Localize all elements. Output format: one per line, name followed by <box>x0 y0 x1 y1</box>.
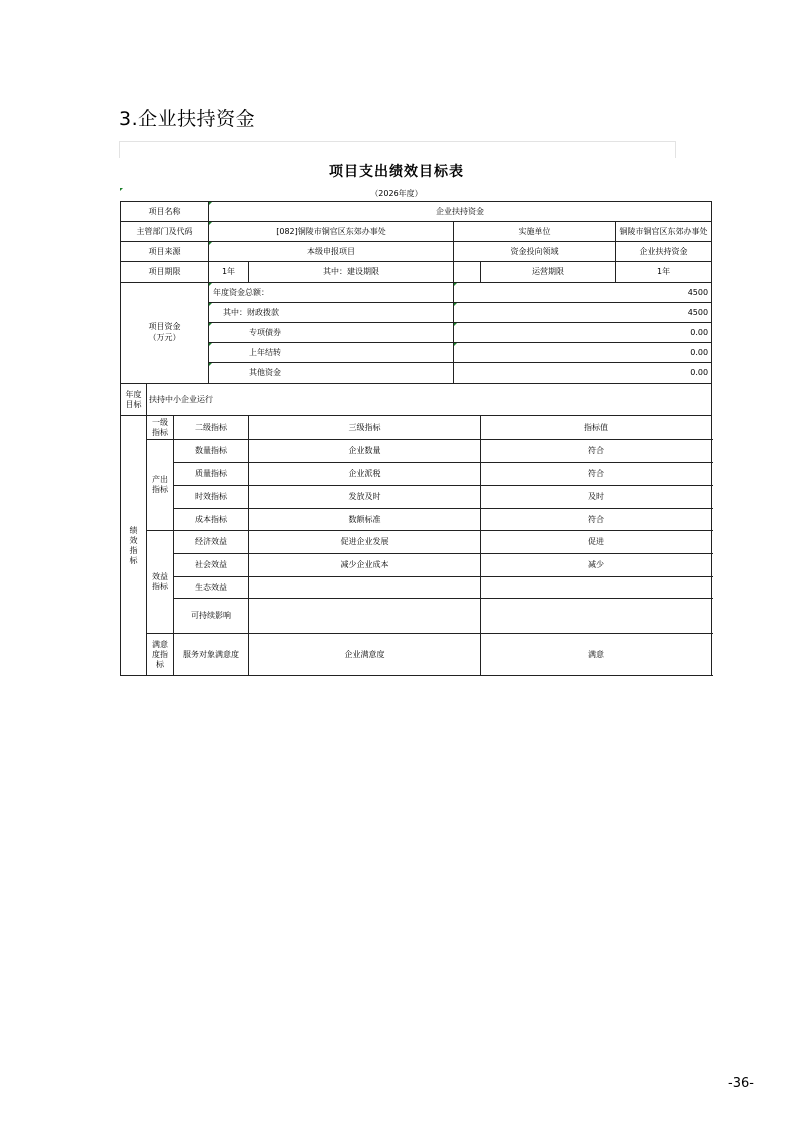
cell-marker-icon <box>454 303 457 306</box>
indicator-value: 及时 <box>481 486 712 509</box>
cell-marker-icon <box>209 363 212 366</box>
impl-value: 铜陵市铜官区东郊办事处 <box>616 222 712 242</box>
cell-marker-icon <box>209 242 212 245</box>
indicator-value: 减少 <box>481 554 712 577</box>
level2-cell: 服务对象满意度 <box>174 634 249 676</box>
level2-header: 二级指标 <box>174 416 249 440</box>
fund-label: 其中：财政拨款 <box>209 303 454 323</box>
value-header: 指标值 <box>481 416 712 440</box>
level2-cell: 成本指标 <box>174 509 249 531</box>
domain-value: 企业扶持资金 <box>616 242 712 262</box>
level2-cell: 可持续影响 <box>174 599 249 634</box>
fund-value: 0.00 <box>454 343 712 363</box>
impl-label: 实施单位 <box>454 222 616 242</box>
domain-label: 资金投向领域 <box>454 242 616 262</box>
output-label: 产出指标 <box>147 440 174 531</box>
sheet-frame <box>119 141 676 158</box>
indicator-value: 满意 <box>481 634 712 676</box>
source-value: 本级申报项目 <box>209 242 454 262</box>
ops-label: 运营期限 <box>481 262 616 283</box>
indicator-value: 符合 <box>481 440 712 463</box>
goal-value: 扶持中小企业运行 <box>147 384 712 416</box>
level2-cell: 社会效益 <box>174 554 249 577</box>
cell-marker-icon <box>454 283 457 286</box>
level1-header: 一级指标 <box>147 416 174 440</box>
level3-cell <box>249 577 481 599</box>
benefit-label: 效益指标 <box>147 531 174 634</box>
level2-cell: 经济效益 <box>174 531 249 554</box>
fund-value: 0.00 <box>454 323 712 343</box>
cell-marker-icon <box>209 303 212 306</box>
fund-value: 0.00 <box>454 363 712 384</box>
page-number: -36- <box>728 1076 754 1091</box>
indicator-value <box>481 577 712 599</box>
level3-cell: 促进企业发展 <box>249 531 481 554</box>
section-heading: 3.企业扶持资金 <box>119 108 256 130</box>
construct-value <box>454 262 481 283</box>
fund-label: 专项债券 <box>209 323 454 343</box>
project-name-label: 项目名称 <box>121 202 209 222</box>
indicator-value: 符合 <box>481 463 712 486</box>
indicator-value: 符合 <box>481 509 712 531</box>
project-name-value: 企业扶持资金 <box>209 202 712 222</box>
cell-marker-icon <box>454 323 457 326</box>
fund-label: 上年结转 <box>209 343 454 363</box>
performance-target-table <box>120 201 712 676</box>
satisfaction-label: 满意度指标 <box>147 634 174 676</box>
construct-label: 其中：建设期限 <box>249 262 454 283</box>
fund-label: 其他资金 <box>209 363 454 384</box>
period-label: 项目期限 <box>121 262 209 283</box>
cell-marker-icon <box>209 283 212 286</box>
goal-label: 年度目标 <box>121 384 147 416</box>
cell-marker-icon <box>209 202 212 205</box>
cell-marker-icon <box>209 222 212 225</box>
fund-label: 年度资金总额： <box>209 283 454 303</box>
fund-value: 4500 <box>454 303 712 323</box>
perf-label: 绩效指标 <box>121 416 147 676</box>
level3-cell: 企业数量 <box>249 440 481 463</box>
funds-label: 项目资金（万元） <box>121 283 209 384</box>
fund-value: 4500 <box>454 283 712 303</box>
source-label: 项目来源 <box>121 242 209 262</box>
level3-cell: 企业派税 <box>249 463 481 486</box>
dept-value: [082]铜陵市铜官区东郊办事处 <box>209 222 454 242</box>
level2-cell: 时效指标 <box>174 486 249 509</box>
table-title: 项目支出绩效目标表 <box>329 164 464 180</box>
level3-cell: 企业满意度 <box>249 634 481 676</box>
table-year: （2026年度） <box>370 189 423 198</box>
indicator-value: 促进 <box>481 531 712 554</box>
period-value: 1年 <box>209 262 249 283</box>
level3-cell: 发放及时 <box>249 486 481 509</box>
cell-marker-icon <box>209 323 212 326</box>
level3-cell: 减少企业成本 <box>249 554 481 577</box>
indicator-value <box>481 599 712 634</box>
level2-cell: 质量指标 <box>174 463 249 486</box>
cell-marker-icon <box>120 188 123 191</box>
ops-value: 1年 <box>616 262 712 283</box>
level3-cell <box>249 599 481 634</box>
cell-marker-icon <box>209 343 212 346</box>
level3-cell: 数额标准 <box>249 509 481 531</box>
dept-label: 主管部门及代码 <box>121 222 209 242</box>
level3-header: 三级指标 <box>249 416 481 440</box>
cell-marker-icon <box>454 343 457 346</box>
level2-cell: 生态效益 <box>174 577 249 599</box>
level2-cell: 数量指标 <box>174 440 249 463</box>
